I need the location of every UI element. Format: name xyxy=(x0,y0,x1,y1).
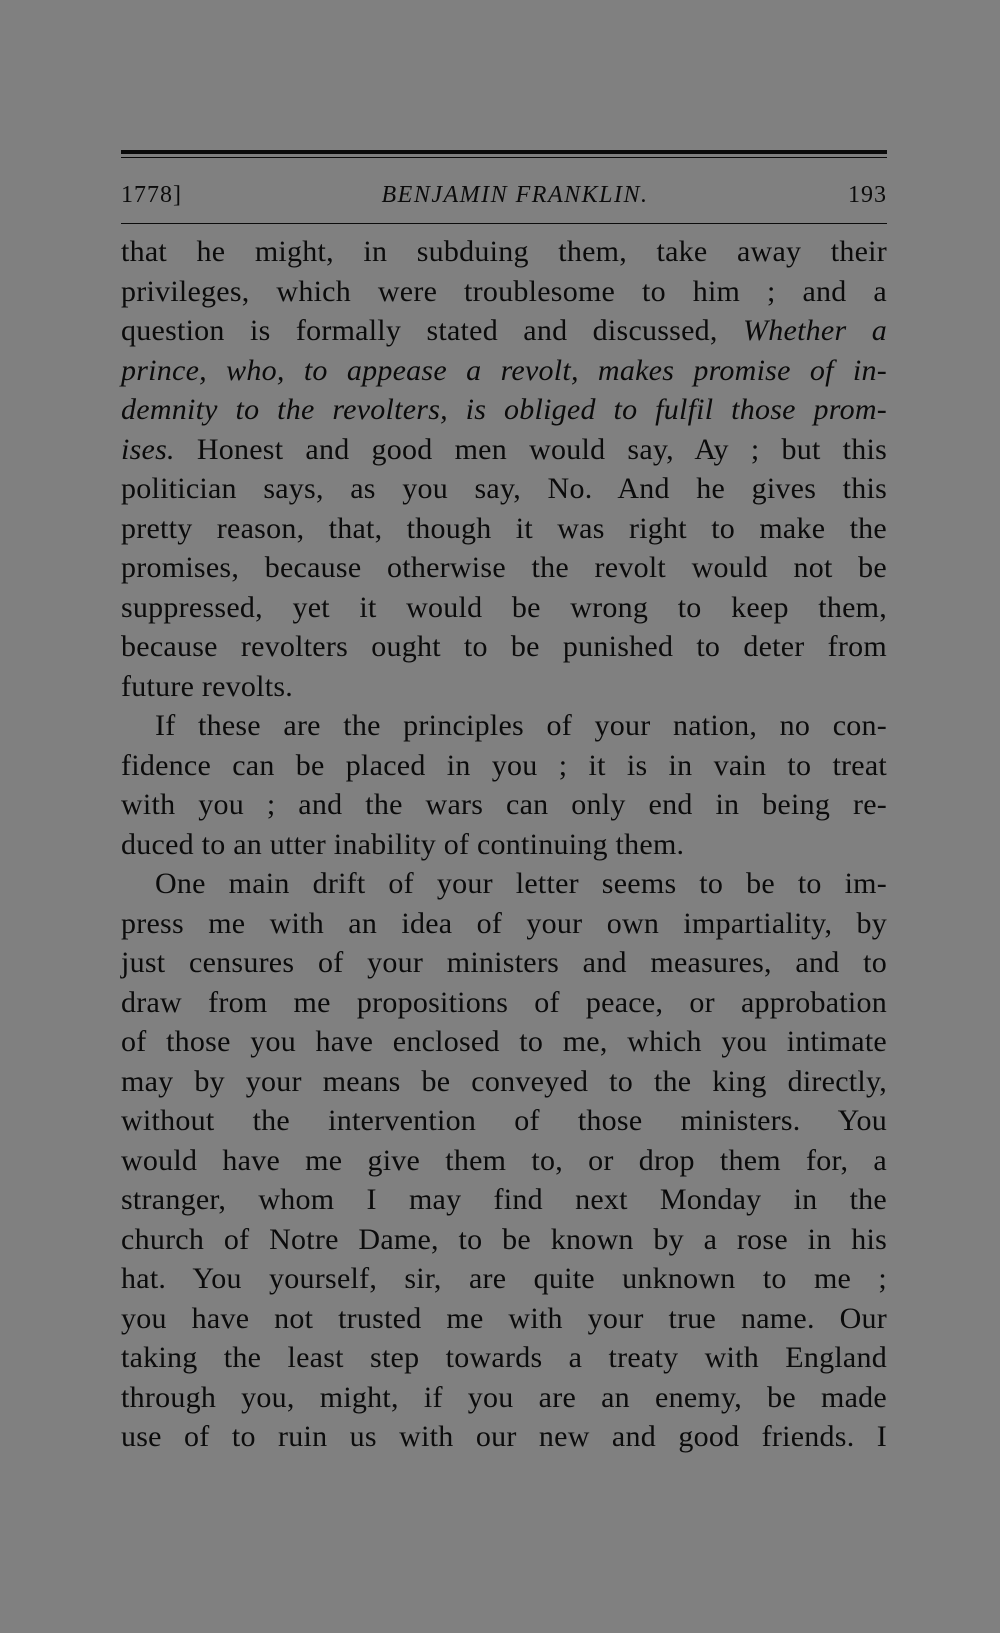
header-year: 1778] xyxy=(121,182,182,208)
running-head xyxy=(121,182,887,209)
text-line: hat. You yourself, sir, are quite unknown to me ; xyxy=(121,1262,887,1295)
text-line: future revolts. xyxy=(121,669,294,703)
italic-segment: ises. xyxy=(121,432,175,466)
text-line: suppressed, yet it would be wrong to keep them, xyxy=(121,590,887,624)
text-line: that he might, in subduing them, take away their xyxy=(121,235,887,268)
text-line: duced to an utter inability of continuing them. xyxy=(121,827,685,861)
header-title: BENJAMIN FRANKLIN. xyxy=(381,182,649,208)
italic-segment: Whether a xyxy=(743,314,887,347)
text-line: church of Notre Dame, to be known by a rose in his xyxy=(121,1222,887,1256)
text-segment: Honest and good men would say, Ay ; but this xyxy=(196,432,887,466)
text-line: taking the least step towards a treaty with England xyxy=(121,1341,887,1374)
page-number: 193 xyxy=(847,182,887,208)
text-line: just censures of your ministers and measures, and to xyxy=(121,946,887,979)
text-line: with you ; and the wars can only end in being re- xyxy=(121,788,887,821)
text-line: demnity to the revolters, is obliged to fulfil those prom- xyxy=(121,393,887,426)
text-line: because revolters ought to be punished to deter from xyxy=(121,630,887,663)
text-line: through you, might, if you are an enemy, be made xyxy=(121,1380,887,1414)
text-line: fidence can be placed in you ; it is in vain to treat xyxy=(121,748,887,782)
text-line: press me with an idea of your own impartiality, by xyxy=(121,906,887,940)
header-double-rule xyxy=(121,150,887,158)
text-line: would have me give them to, or drop them for, a xyxy=(121,1143,887,1177)
text-segment: question is formally stated and discussed, xyxy=(121,314,718,347)
text-line: stranger, whom I may find next Monday in the xyxy=(121,1183,887,1216)
text-line: politician says, as you say, No. And he gives this xyxy=(121,472,887,505)
text-line: promises, because otherwise the revolt would not be xyxy=(121,551,887,584)
header-rule xyxy=(121,223,887,224)
text-line: draw from me propositions of peace, or approbation xyxy=(121,985,887,1019)
text-line: One main drift of your letter seems to be to im- xyxy=(155,867,887,900)
text-line xyxy=(121,430,887,470)
text-line: If these are the principles of your nation, no con- xyxy=(155,709,887,742)
text-line: you have not trusted me with your true name. Our xyxy=(121,1301,887,1335)
text-line xyxy=(121,311,887,351)
text-line: use of to ruin us with our new and good friends. I xyxy=(121,1420,887,1453)
book-page xyxy=(121,150,887,1457)
text-line: of those you have enclosed to me, which you intimate xyxy=(121,1025,887,1058)
text-line: prince, who, to appease a revolt, makes promise of in- xyxy=(121,353,887,387)
body-text xyxy=(121,232,887,1457)
text-line: may by your means be conveyed to the king directly, xyxy=(121,1064,887,1098)
text-line: privileges, which were troublesome to him ; and a xyxy=(121,274,887,308)
text-line: without the intervention of those ministers. You xyxy=(121,1104,887,1137)
text-line: pretty reason, that, though it was right to make the xyxy=(121,511,887,545)
